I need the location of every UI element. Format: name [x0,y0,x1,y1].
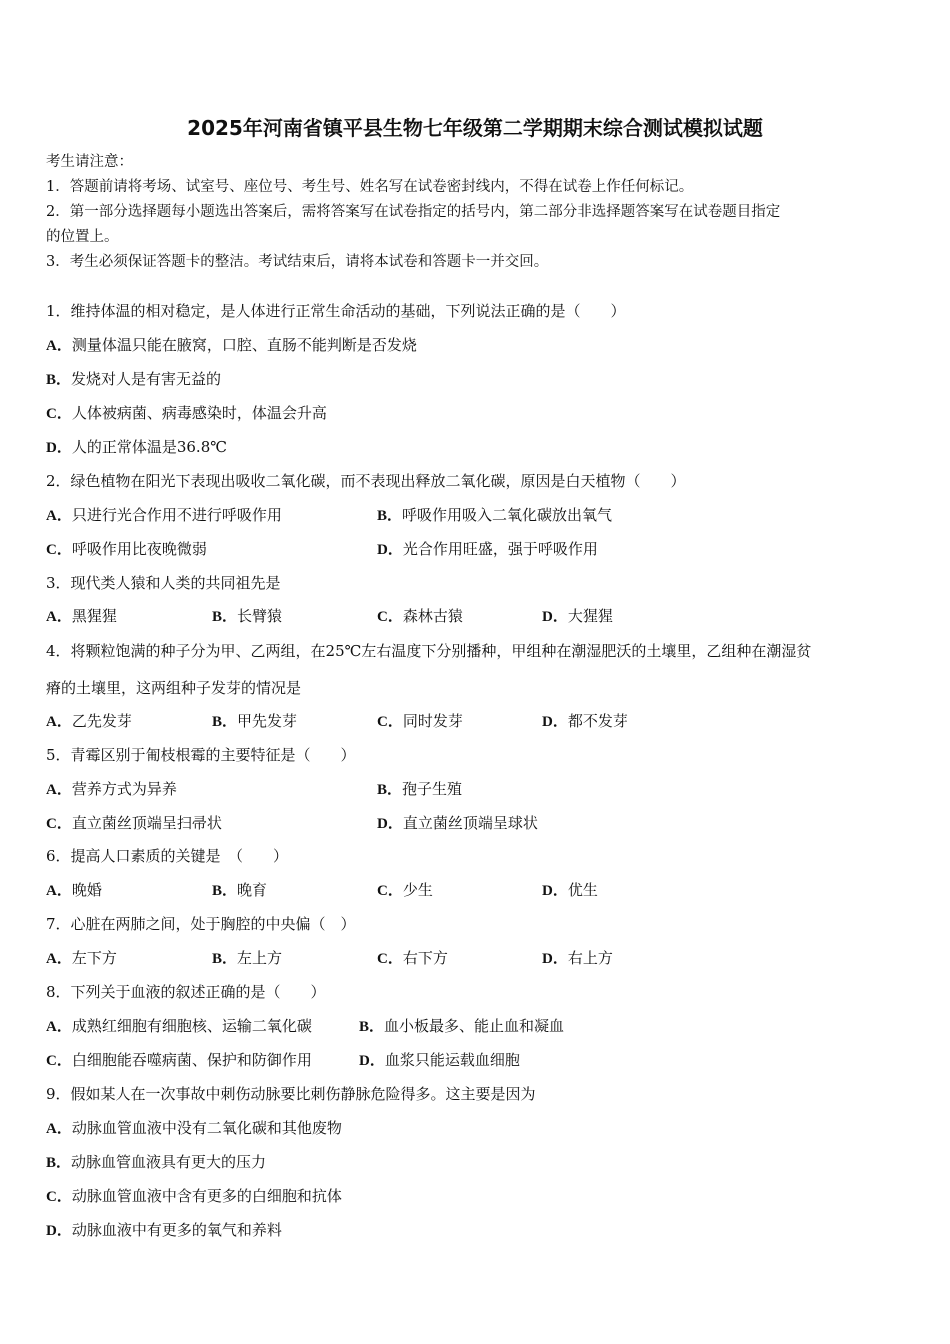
option-text: 呼吸作用比夜晚微弱 [71,540,207,558]
option-9d[interactable] [46,1220,282,1241]
option-letter: B． [359,1019,385,1035]
question-stem-8: 8．下列关于血液的叙述正确的是（ ） [46,983,326,1001]
option-letter: B． [377,782,403,798]
option-2b[interactable] [377,505,612,526]
option-letter: D． [46,440,72,456]
option-2a[interactable] [46,505,282,526]
question-stem-4-cont: 瘠的土壤里，这两组种子发芽的情况是 [46,679,302,697]
option-text: 人体被病菌、病毒感染时，体温会升高 [71,404,327,422]
option-3d[interactable] [542,606,613,627]
option-letter: A． [46,508,72,524]
option-text: 动脉血管血液中没有二氧化碳和其他废物 [71,1119,342,1137]
option-text: 少生 [402,881,433,899]
option-4b[interactable] [212,711,297,732]
notice-heading: 考生请注意： [46,154,133,170]
notice-item: 的位置上。 [46,229,119,245]
notice-item: 1．答题前请将考场、试室号、座位号、考生号、姓名写在试卷密封线内，不得在试卷上作任何标记。 [46,179,694,195]
option-text: 白细胞能吞噬病菌、保护和防御作用 [71,1051,312,1069]
option-text: 左下方 [71,949,117,967]
option-letter: C． [46,816,72,832]
option-letter: A． [46,951,72,967]
option-letter: B． [46,372,72,388]
option-9c[interactable] [46,1186,342,1207]
option-text: 动脉血液中有更多的氧气和养料 [71,1221,282,1239]
option-text: 黑猩猩 [71,607,117,625]
option-3a[interactable] [46,606,117,627]
notice-item: 3．考生必须保证答题卡的整洁。考试结束后，请将本试卷和答题卡一并交回。 [46,254,549,270]
option-letter: C． [377,714,403,730]
option-8b[interactable] [359,1016,564,1037]
option-letter: B． [212,951,238,967]
option-text: 森林古猿 [402,607,463,625]
option-letter: A． [46,1019,72,1035]
option-text: 晚育 [237,881,268,899]
option-7a[interactable] [46,948,117,969]
option-3c[interactable] [377,606,463,627]
notice-item: 2．第一部分选择题每小题选出答案后，需将答案写在试卷指定的括号内，第二部分非选择题答案写在试卷题目指定 [46,204,781,220]
option-letter: D． [46,1223,72,1239]
option-text: 乙先发芽 [71,712,132,730]
option-text: 动脉血管血液中含有更多的白细胞和抗体 [71,1187,342,1205]
option-letter: C． [46,542,72,558]
option-text: 光合作用旺盛，强于呼吸作用 [402,540,598,558]
option-letter: D． [377,816,403,832]
option-8d[interactable] [359,1050,520,1071]
option-4d[interactable] [542,711,628,732]
option-4c[interactable] [377,711,463,732]
option-text: 只进行光合作用不进行呼吸作用 [71,506,282,524]
option-letter: D． [542,714,568,730]
option-letter: B． [377,508,403,524]
option-1d[interactable] [46,437,227,458]
option-text: 直立菌丝顶端呈扫帚状 [71,814,222,832]
option-3b[interactable] [212,606,282,627]
option-6c[interactable] [377,880,433,901]
option-text: 成熟红细胞有细胞核、运输二氧化碳 [71,1017,312,1035]
option-letter: B． [46,1155,72,1171]
option-7b[interactable] [212,948,282,969]
option-letter: A． [46,782,72,798]
option-letter: B． [212,609,238,625]
option-letter: C． [46,1053,72,1069]
option-5b[interactable] [377,779,462,800]
option-text: 大猩猩 [567,607,613,625]
question-stem-6: 6．提高人口素质的关键是 （ ） [46,847,289,865]
option-letter: A． [46,1121,72,1137]
question-stem-1: 1．维持体温的相对稳定，是人体进行正常生命活动的基础，下列说法正确的是（ ） [46,302,626,320]
option-2d[interactable] [377,539,598,560]
option-letter: D． [377,542,403,558]
option-text: 呼吸作用吸入二氧化碳放出氧气 [402,506,613,524]
option-letter: D． [542,609,568,625]
option-8c[interactable] [46,1050,312,1071]
option-text: 右下方 [402,949,448,967]
option-9a[interactable] [46,1118,342,1139]
option-5d[interactable] [377,813,538,834]
option-5c[interactable] [46,813,222,834]
option-text: 孢子生殖 [402,780,463,798]
question-stem-2: 2．绿色植物在阳光下表现出吸收二氧化碳，而不表现出释放二氧化碳，原因是白天植物（ ） [46,472,686,490]
option-letter: D． [542,883,568,899]
option-6b[interactable] [212,880,267,901]
option-text: 动脉血管血液具有更大的压力 [71,1153,267,1171]
page-title: 2025年河南省镇平县生物七年级第二学期期末综合测试模拟试题 [187,116,763,140]
option-text: 左上方 [237,949,283,967]
option-letter: A． [46,609,72,625]
option-text: 甲先发芽 [237,712,298,730]
option-text: 发烧对人是有害无益的 [71,370,222,388]
option-letter: C． [377,609,403,625]
question-stem-7: 7．心脏在两肺之间，处于胸腔的中央偏（ ） [46,915,356,933]
option-letter: A． [46,714,72,730]
option-5a[interactable] [46,779,177,800]
option-1b[interactable] [46,369,221,390]
option-7d[interactable] [542,948,613,969]
option-letter: A． [46,338,72,354]
option-text: 都不发芽 [567,712,628,730]
option-text: 优生 [567,881,598,899]
option-text: 晚婚 [71,881,102,899]
option-4a[interactable] [46,711,132,732]
question-stem-4: 4．将颗粒饱满的种子分为甲、乙两组，在25℃左右温度下分别播种，甲组种在潮湿肥沃的土壤里，乙组种在潮湿贫 [46,642,812,660]
option-8a[interactable] [46,1016,312,1037]
option-6d[interactable] [542,880,598,901]
option-7c[interactable] [377,948,448,969]
option-text: 人的正常体温是36.8℃ [71,438,228,456]
question-stem-5: 5．青霉区别于匍枝根霉的主要特征是（ ） [46,746,356,764]
option-letter: D． [542,951,568,967]
option-letter: C． [46,406,72,422]
question-stem-3: 3．现代类人猿和人类的共同祖先是 [46,574,281,592]
option-text: 长臂猿 [237,607,283,625]
option-letter: B． [212,883,238,899]
option-text: 营养方式为异养 [71,780,177,798]
option-2c[interactable] [46,539,207,560]
option-letter: C． [46,1189,72,1205]
option-9b[interactable] [46,1152,266,1173]
option-text: 测量体温只能在腋窝，口腔、直肠不能判断是否发烧 [71,336,417,354]
option-text: 血浆只能运载血细胞 [384,1051,520,1069]
question-stem-9: 9．假如某人在一次事故中刺伤动脉要比刺伤静脉危险得多。这主要是因为 [46,1085,536,1103]
option-1a[interactable] [46,335,417,356]
option-1c[interactable] [46,403,327,424]
option-6a[interactable] [46,880,102,901]
option-text: 右上方 [567,949,613,967]
option-text: 直立菌丝顶端呈球状 [402,814,538,832]
option-letter: B． [212,714,238,730]
option-letter: A． [46,883,72,899]
option-letter: C． [377,951,403,967]
option-letter: D． [359,1053,385,1069]
option-text: 同时发芽 [402,712,463,730]
option-letter: C． [377,883,403,899]
option-text: 血小板最多、能止血和凝血 [384,1017,565,1035]
